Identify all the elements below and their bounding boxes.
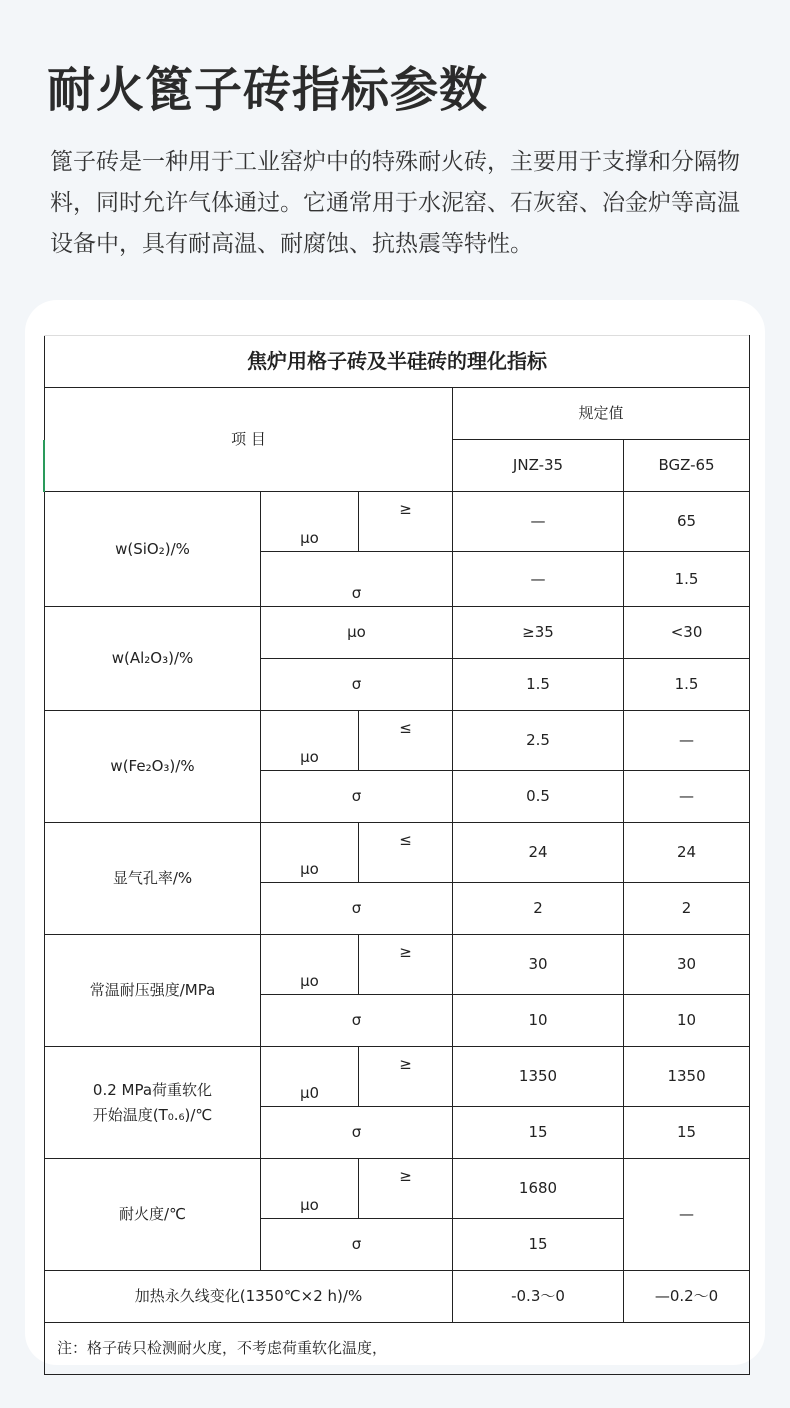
value-cell: 10 (453, 995, 624, 1047)
value-cell: 15 (453, 1219, 624, 1271)
row-label-softening-line1: 0.2 MPa荷重软化 (92, 1080, 213, 1099)
symbol-cell: ≤ (359, 823, 453, 883)
value-cell: 2 (624, 883, 750, 935)
value-cell: —0.2～0 (624, 1271, 750, 1323)
value-cell: 1350 (453, 1047, 624, 1107)
table-row (45, 607, 750, 659)
symbol-cell: ≥ (359, 1047, 453, 1107)
header-col-bgz65: BGZ-65 (624, 440, 750, 492)
row-label-strength: 常温耐压强度/MPa (45, 935, 261, 1047)
sigma-cell: σ (261, 995, 453, 1047)
table-row (45, 492, 750, 552)
mu-cell: μ0 (261, 1047, 359, 1107)
sigma-cell: σ (261, 1107, 453, 1159)
table-row (45, 1271, 750, 1323)
value-cell: — (624, 771, 750, 823)
header-accent-mark (43, 440, 45, 492)
value-cell: 30 (624, 935, 750, 995)
value-cell: 24 (624, 823, 750, 883)
header-col-jnz35: JNZ-35 (453, 440, 624, 492)
row-label-refractoriness: 耐火度/℃ (45, 1159, 261, 1271)
value-cell: 24 (453, 823, 624, 883)
symbol-cell: ≤ (359, 711, 453, 771)
note-row (45, 1323, 750, 1375)
value-cell: 1350 (624, 1047, 750, 1107)
row-label-sio2: w(SiO₂)/% (45, 492, 261, 607)
value-cell: 1680 (453, 1159, 624, 1219)
row-label-fe2o3: w(Fe₂O₃)/% (45, 711, 261, 823)
symbol-cell: ≥ (359, 1159, 453, 1219)
row-label-softening (45, 1047, 261, 1159)
symbol-cell: ≥ (359, 492, 453, 552)
mu-cell: μo (261, 935, 359, 995)
table-note: 注：格子砖只检测耐火度，不考虑荷重软化温度， (45, 1323, 750, 1375)
header-row-1 (45, 388, 750, 440)
sigma-cell: σ (261, 659, 453, 711)
value-cell: 2 (453, 883, 624, 935)
value-cell: 1.5 (453, 659, 624, 711)
symbol-cell: ≥ (359, 935, 453, 995)
sigma-cell: σ (261, 552, 453, 607)
caption-row (45, 336, 750, 388)
value-cell: — (453, 492, 624, 552)
value-cell: 15 (624, 1107, 750, 1159)
mu-cell: μo (261, 607, 453, 659)
value-cell: -0.3～0 (453, 1271, 624, 1323)
value-cell: 1.5 (624, 552, 750, 607)
table-caption: 焦炉用格子砖及半硅砖的理化指标 (45, 336, 750, 388)
row-label-porosity: 显气孔率/% (45, 823, 261, 935)
mu-cell: μo (261, 1159, 359, 1219)
table-row (45, 1159, 750, 1219)
mu-cell: μo (261, 711, 359, 771)
table-row (45, 935, 750, 995)
sigma-cell: σ (261, 771, 453, 823)
sigma-cell: σ (261, 883, 453, 935)
header-item: 项 目 (45, 388, 453, 492)
value-cell: 15 (453, 1107, 624, 1159)
value-cell: 0.5 (453, 771, 624, 823)
spec-table (44, 335, 750, 1375)
value-cell: <30 (624, 607, 750, 659)
value-cell: ≥35 (453, 607, 624, 659)
row-label-permanent: 加热永久线变化(1350℃×2 h)/% (45, 1271, 453, 1323)
value-cell: 65 (624, 492, 750, 552)
value-cell: — (453, 552, 624, 607)
value-cell: — (624, 711, 750, 771)
value-cell: 10 (624, 995, 750, 1047)
value-cell: 30 (453, 935, 624, 995)
table-row (45, 1047, 750, 1107)
header-specified: 规定值 (453, 388, 750, 440)
row-label-softening-line2: 开始温度(T₀.₆)/℃ (92, 1105, 213, 1124)
page-title: 耐火篦子砖指标参数 (47, 62, 489, 118)
intro-paragraph: 篦子砖是一种用于工业窑炉中的特殊耐火砖，主要用于支撑和分隔物料，同时允许气体通过。它通常用于水泥窑、石灰窑、冶金炉等高温设备中，具有耐高温、耐腐蚀、抗热震等特性。 (50, 149, 740, 257)
value-cell: — (624, 1159, 750, 1271)
table-row (45, 823, 750, 883)
value-cell: 2.5 (453, 711, 624, 771)
mu-cell: μo (261, 492, 359, 552)
mu-cell: μo (261, 823, 359, 883)
value-cell: 1.5 (624, 659, 750, 711)
row-label-al2o3: w(Al₂O₃)/% (45, 607, 261, 711)
sigma-cell: σ (261, 1219, 453, 1271)
table-row (45, 711, 750, 771)
